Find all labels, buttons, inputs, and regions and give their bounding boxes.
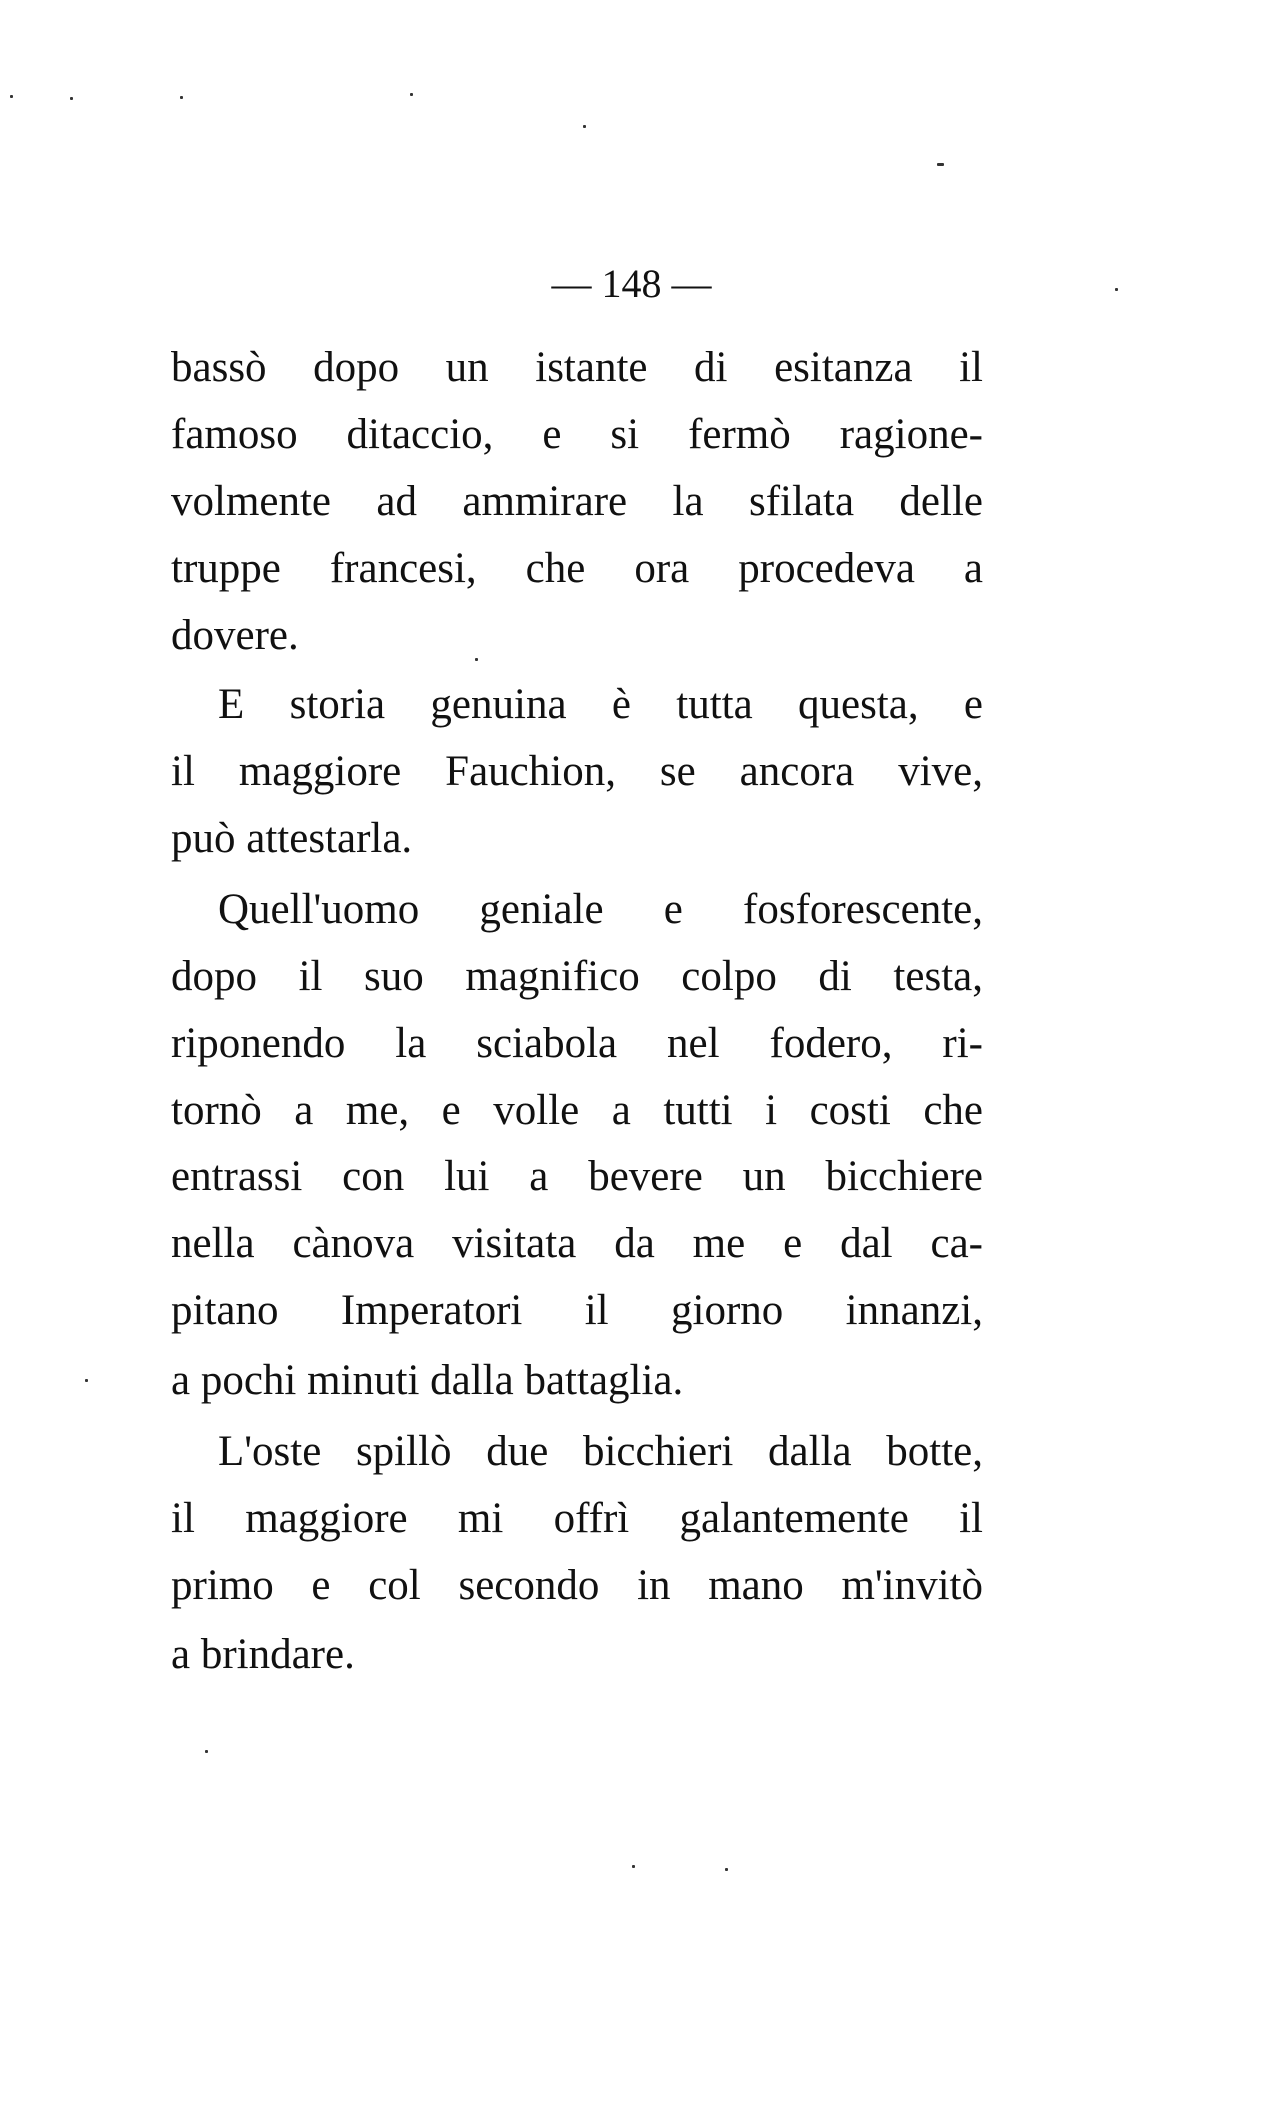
text-line: dovere. [171,612,299,659]
text-line: entrassi con lui a bevere un bicchiere [171,1153,983,1200]
text-line: a pochi minuti dalla battaglia. [171,1357,684,1404]
scan-speck [583,125,586,128]
scan-speck [410,93,413,96]
text-line: riponendo la sciabola nel fodero, ri- [171,1020,983,1067]
scan-speck [725,1868,728,1871]
text-line: il maggiore mi offrì galantemente il [171,1495,983,1542]
text-line: tornò a me, e volle a tutti i costi che [171,1087,983,1134]
page-number: — 148 — [551,261,712,306]
text-line: pitano Imperatori il giorno innanzi, [171,1287,983,1334]
text-line: famoso ditaccio, e si fermò ragione- [171,411,983,458]
text-line: il maggiore Fauchion, se ancora vive, [171,748,983,795]
scan-speck [1115,288,1118,291]
text-line: L'oste spillò due bicchieri dalla botte, [218,1428,983,1475]
text-line: dopo il suo magnifico colpo di testa, [171,953,983,1000]
scan-speck [632,1865,635,1868]
scan-speck [10,95,13,98]
text-line: Quell'uomo geniale e fosforescente, [218,886,983,933]
scan-speck [180,96,183,99]
scan-speck [475,658,478,661]
text-line: primo e col secondo in mano m'invitò [171,1562,983,1609]
scan-speck [70,97,73,100]
text-line: volmente ad ammirare la sfilata delle [171,478,983,525]
text-line: può attestarla. [171,815,413,862]
text-line: a brindare. [171,1631,355,1678]
scan-speck [85,1379,88,1382]
scan-speck [205,1750,208,1753]
text-line: truppe francesi, che ora procedeva a [171,545,983,592]
text-line: bassò dopo un istante di esitanza il [171,344,983,391]
scan-speck [937,163,944,166]
text-line: E storia genuina è tutta questa, e [218,681,983,728]
text-line: nella cànova visitata da me e dal ca- [171,1220,983,1267]
